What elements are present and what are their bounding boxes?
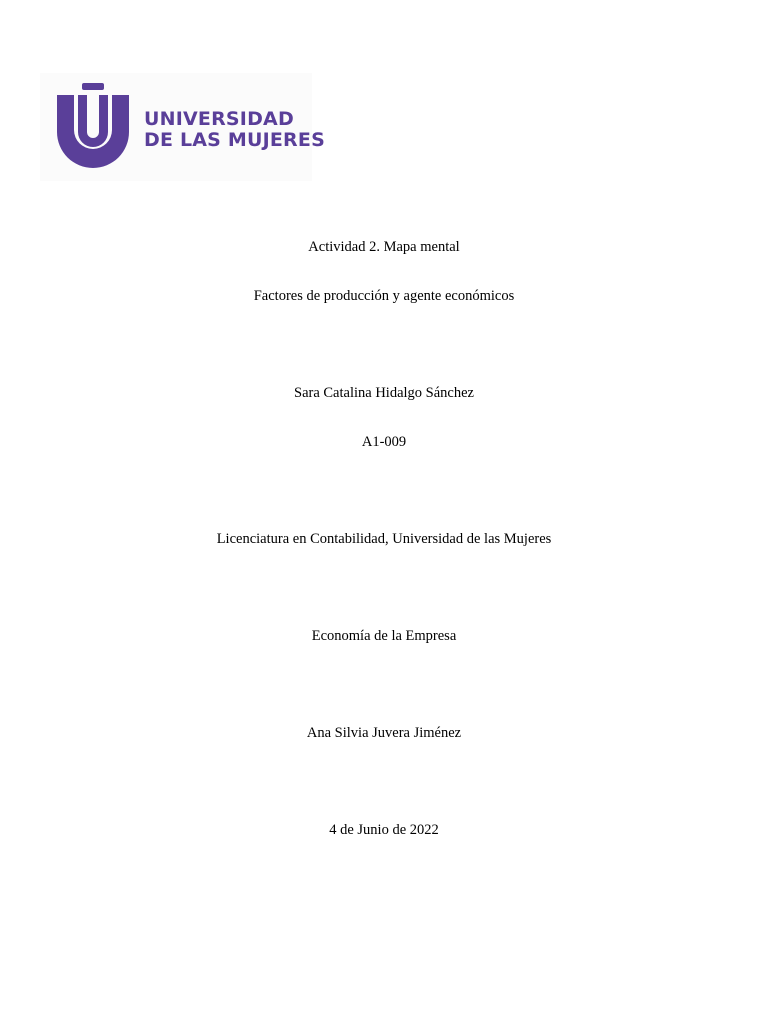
teacher-name: Ana Silvia Juvera Jiménez [306, 725, 462, 741]
logo-line-2: DE LAS MUJERES [144, 129, 325, 151]
document-date: 4 de Junio de 2022 [329, 822, 439, 838]
university-shield-icon [54, 82, 132, 178]
university-logo [40, 73, 325, 181]
logo-wordmark [144, 109, 325, 151]
activity-title: Actividad 2. Mapa mental [308, 239, 460, 255]
program-name: Licenciatura en Contabilidad, Universidad de las Mujeres [216, 531, 552, 547]
student-id: A1-009 [361, 434, 407, 450]
logo-line-1: UNIVERSIDAD [144, 108, 294, 130]
student-name: Sara Catalina Hidalgo Sánchez [294, 385, 474, 401]
course-name: Economía de la Empresa [311, 628, 457, 644]
topic-title: Factores de producción y agente económicos [253, 288, 515, 304]
